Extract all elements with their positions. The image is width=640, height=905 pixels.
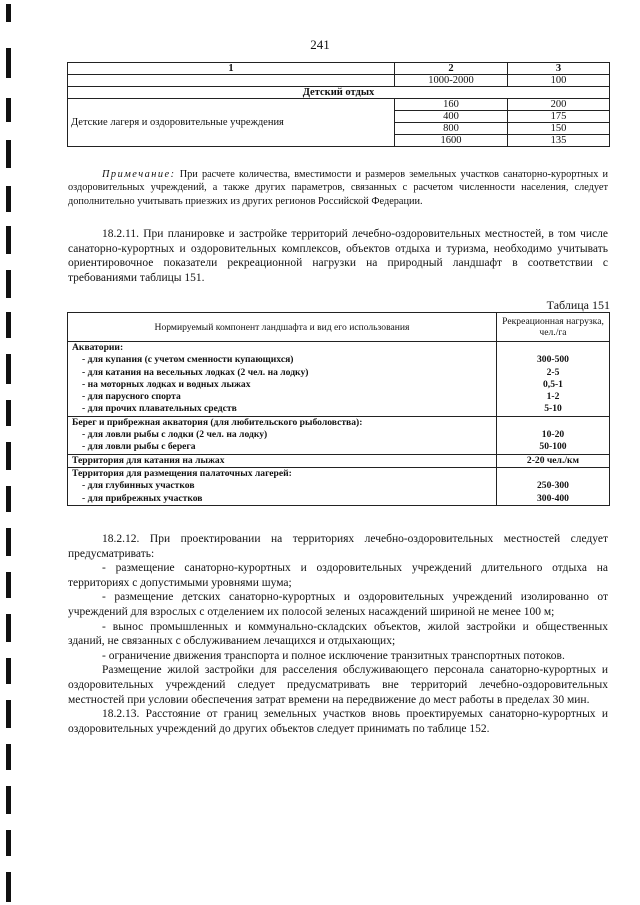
col-header-1: 1 — [68, 63, 395, 75]
group-cell — [68, 467, 497, 505]
table-cell: 400 — [395, 111, 508, 123]
list-item: - ограничение движения транспорта и полное исключение транзитных транспортных потоков. — [102, 649, 565, 662]
binding-mark — [6, 572, 11, 598]
table-151 — [67, 312, 610, 506]
binding-mark — [6, 614, 11, 642]
col-header-load: Рекреационная нагрузка, чел./га — [497, 313, 610, 342]
list-item: - на моторных лодках и водных лыжах — [82, 378, 251, 390]
table-150-continuation — [67, 62, 610, 147]
note-text: При расчете количества, вместимости и размеров земельных участков санаторно-курортных и оздоровительных учреждений, а также других параметров, связанных с расчетом численности населения, следует дополнительно учитывать приезжих из других регионов Российской Федерации. — [68, 169, 608, 207]
binding-mark — [6, 442, 11, 470]
paragraph-closing: Размещение жилой застройки для расселения обслуживающего персонала санаторно-курортных и оздоровительных учреждений следует предусматривать вне территорий лечебно-оздоровительных местностей при условии обеспечения затрат времени на передвижение до мест работы в пределах 30 мин. — [68, 664, 608, 706]
binding-mark — [6, 830, 11, 856]
value: 300-500 — [537, 354, 569, 366]
binding-mark — [6, 486, 11, 512]
table-151-caption: Таблица 151 — [546, 298, 610, 312]
value: 300-400 — [537, 492, 569, 504]
list-item: - размещение детских санаторно-курортных и оздоровительных учреждений изолированно от учреждений для взрослых с отделением их полосой зеленых насаждений шириной не менее 100 м; — [68, 591, 608, 618]
binding-mark — [6, 354, 11, 384]
binding-mark — [6, 700, 11, 728]
group-title: Территория для катания на лыжах — [68, 454, 497, 467]
value: 50-100 — [539, 441, 567, 453]
binding-mark — [6, 400, 11, 426]
value: 10-20 — [541, 429, 565, 441]
page-number: 241 — [310, 37, 330, 52]
col-header-component: Нормируемый компонент ландшафта и вид его использования — [68, 313, 497, 342]
table-cell: 175 — [508, 111, 610, 123]
group-title: Берег и прибрежная акватория (для любительского рыболовства): — [72, 416, 363, 428]
binding-mark — [6, 140, 11, 168]
group-title: Территория для размещения палаточных лагерей: — [72, 467, 292, 479]
paragraph-18-2-13: 18.2.13. Расстояние от границ земельных участков вновь проектируемых санаторно-курортных и оздоровительных учреждений до других объектов следует принимать по таблице 152. — [68, 708, 608, 735]
range-value-cell: 100 — [508, 75, 610, 87]
list-item: - для купания (с учетом сменности купающихся) — [82, 354, 294, 366]
binding-mark — [6, 98, 11, 122]
binding-mark — [6, 872, 11, 902]
note-label: Примечание: — [102, 169, 176, 180]
list-item: - для ловли рыбы с лодки (2 чел. на лодку) — [82, 429, 268, 441]
value: 1-2 — [546, 391, 560, 403]
list-item: - для прибрежных участков — [82, 492, 203, 504]
binding-mark — [6, 186, 11, 212]
value: 5-10 — [544, 403, 562, 415]
table-cell: 800 — [395, 123, 508, 135]
row-label: Детские лагеря и оздоровительные учреждения — [68, 99, 395, 147]
value: 2-5 — [546, 366, 560, 378]
list-item: - для катания на весельных лодках (2 чел. на лодку) — [82, 366, 309, 378]
value-cell — [497, 342, 610, 417]
empty-cell — [68, 75, 395, 87]
value-cell — [497, 416, 610, 454]
value: 0,5-1 — [543, 378, 563, 390]
list-item: - для ловли рыбы с берега — [82, 441, 196, 453]
binding-mark — [6, 4, 11, 22]
value-cell — [497, 467, 610, 505]
paragraph-intro: 18.2.12. При проектировании на территориях лечебно-оздоровительных местностей следует предусматривать: — [68, 533, 608, 560]
table-cell: 135 — [508, 135, 610, 147]
list-item: - для глубинных участков — [82, 480, 195, 492]
list-item: - размещение санаторно-курортных и оздоровительных учреждений длительного отдыха на территориях с допустимыми уровнями шума; — [68, 562, 608, 589]
list-item: - для прочих плавательных средств — [82, 403, 237, 415]
table-cell: 160 — [395, 99, 508, 111]
binding-mark — [6, 312, 11, 338]
note-paragraph — [68, 168, 608, 208]
value: 2-20 чел./км — [497, 454, 610, 467]
binding-mark — [6, 786, 11, 814]
section-18-2-12 — [68, 532, 608, 736]
group-title: Акватории: — [72, 342, 124, 353]
binding-mark — [6, 658, 11, 684]
col-header-2: 2 — [395, 63, 508, 75]
paragraph-18-2-11: 18.2.11. При планировке и застройке территорий лечебно-оздоровительных местностей, в том числе санаторно-курортных и оздоровительных комплексов, объектов отдыха и туризма, необходимо учитывать ориентировочное показатели рекреационной нагрузки на природный ландшафт в соответствии с требованиями таблицы 151. — [68, 228, 608, 284]
value: 250-300 — [537, 480, 569, 492]
table-cell: 150 — [508, 123, 610, 135]
binding-mark — [6, 270, 11, 298]
binding-mark — [6, 226, 11, 254]
table-cell: 200 — [508, 99, 610, 111]
list-item: - вынос промышленных и коммунально-складских объектов, жилой застройки и общественных зданий, не связанных с обслуживанием лечащихся и отдыхающих; — [68, 620, 608, 648]
range-cell: 1000-2000 — [395, 75, 508, 87]
binding-mark — [6, 528, 11, 556]
group-cell — [68, 342, 497, 417]
list-item: - для парусного спорта — [82, 391, 181, 403]
section-heading: Детский отдых — [68, 87, 610, 99]
col-header-3: 3 — [508, 63, 610, 75]
binding-mark — [6, 744, 11, 770]
group-cell — [68, 416, 497, 454]
table-cell: 1600 — [395, 135, 508, 147]
